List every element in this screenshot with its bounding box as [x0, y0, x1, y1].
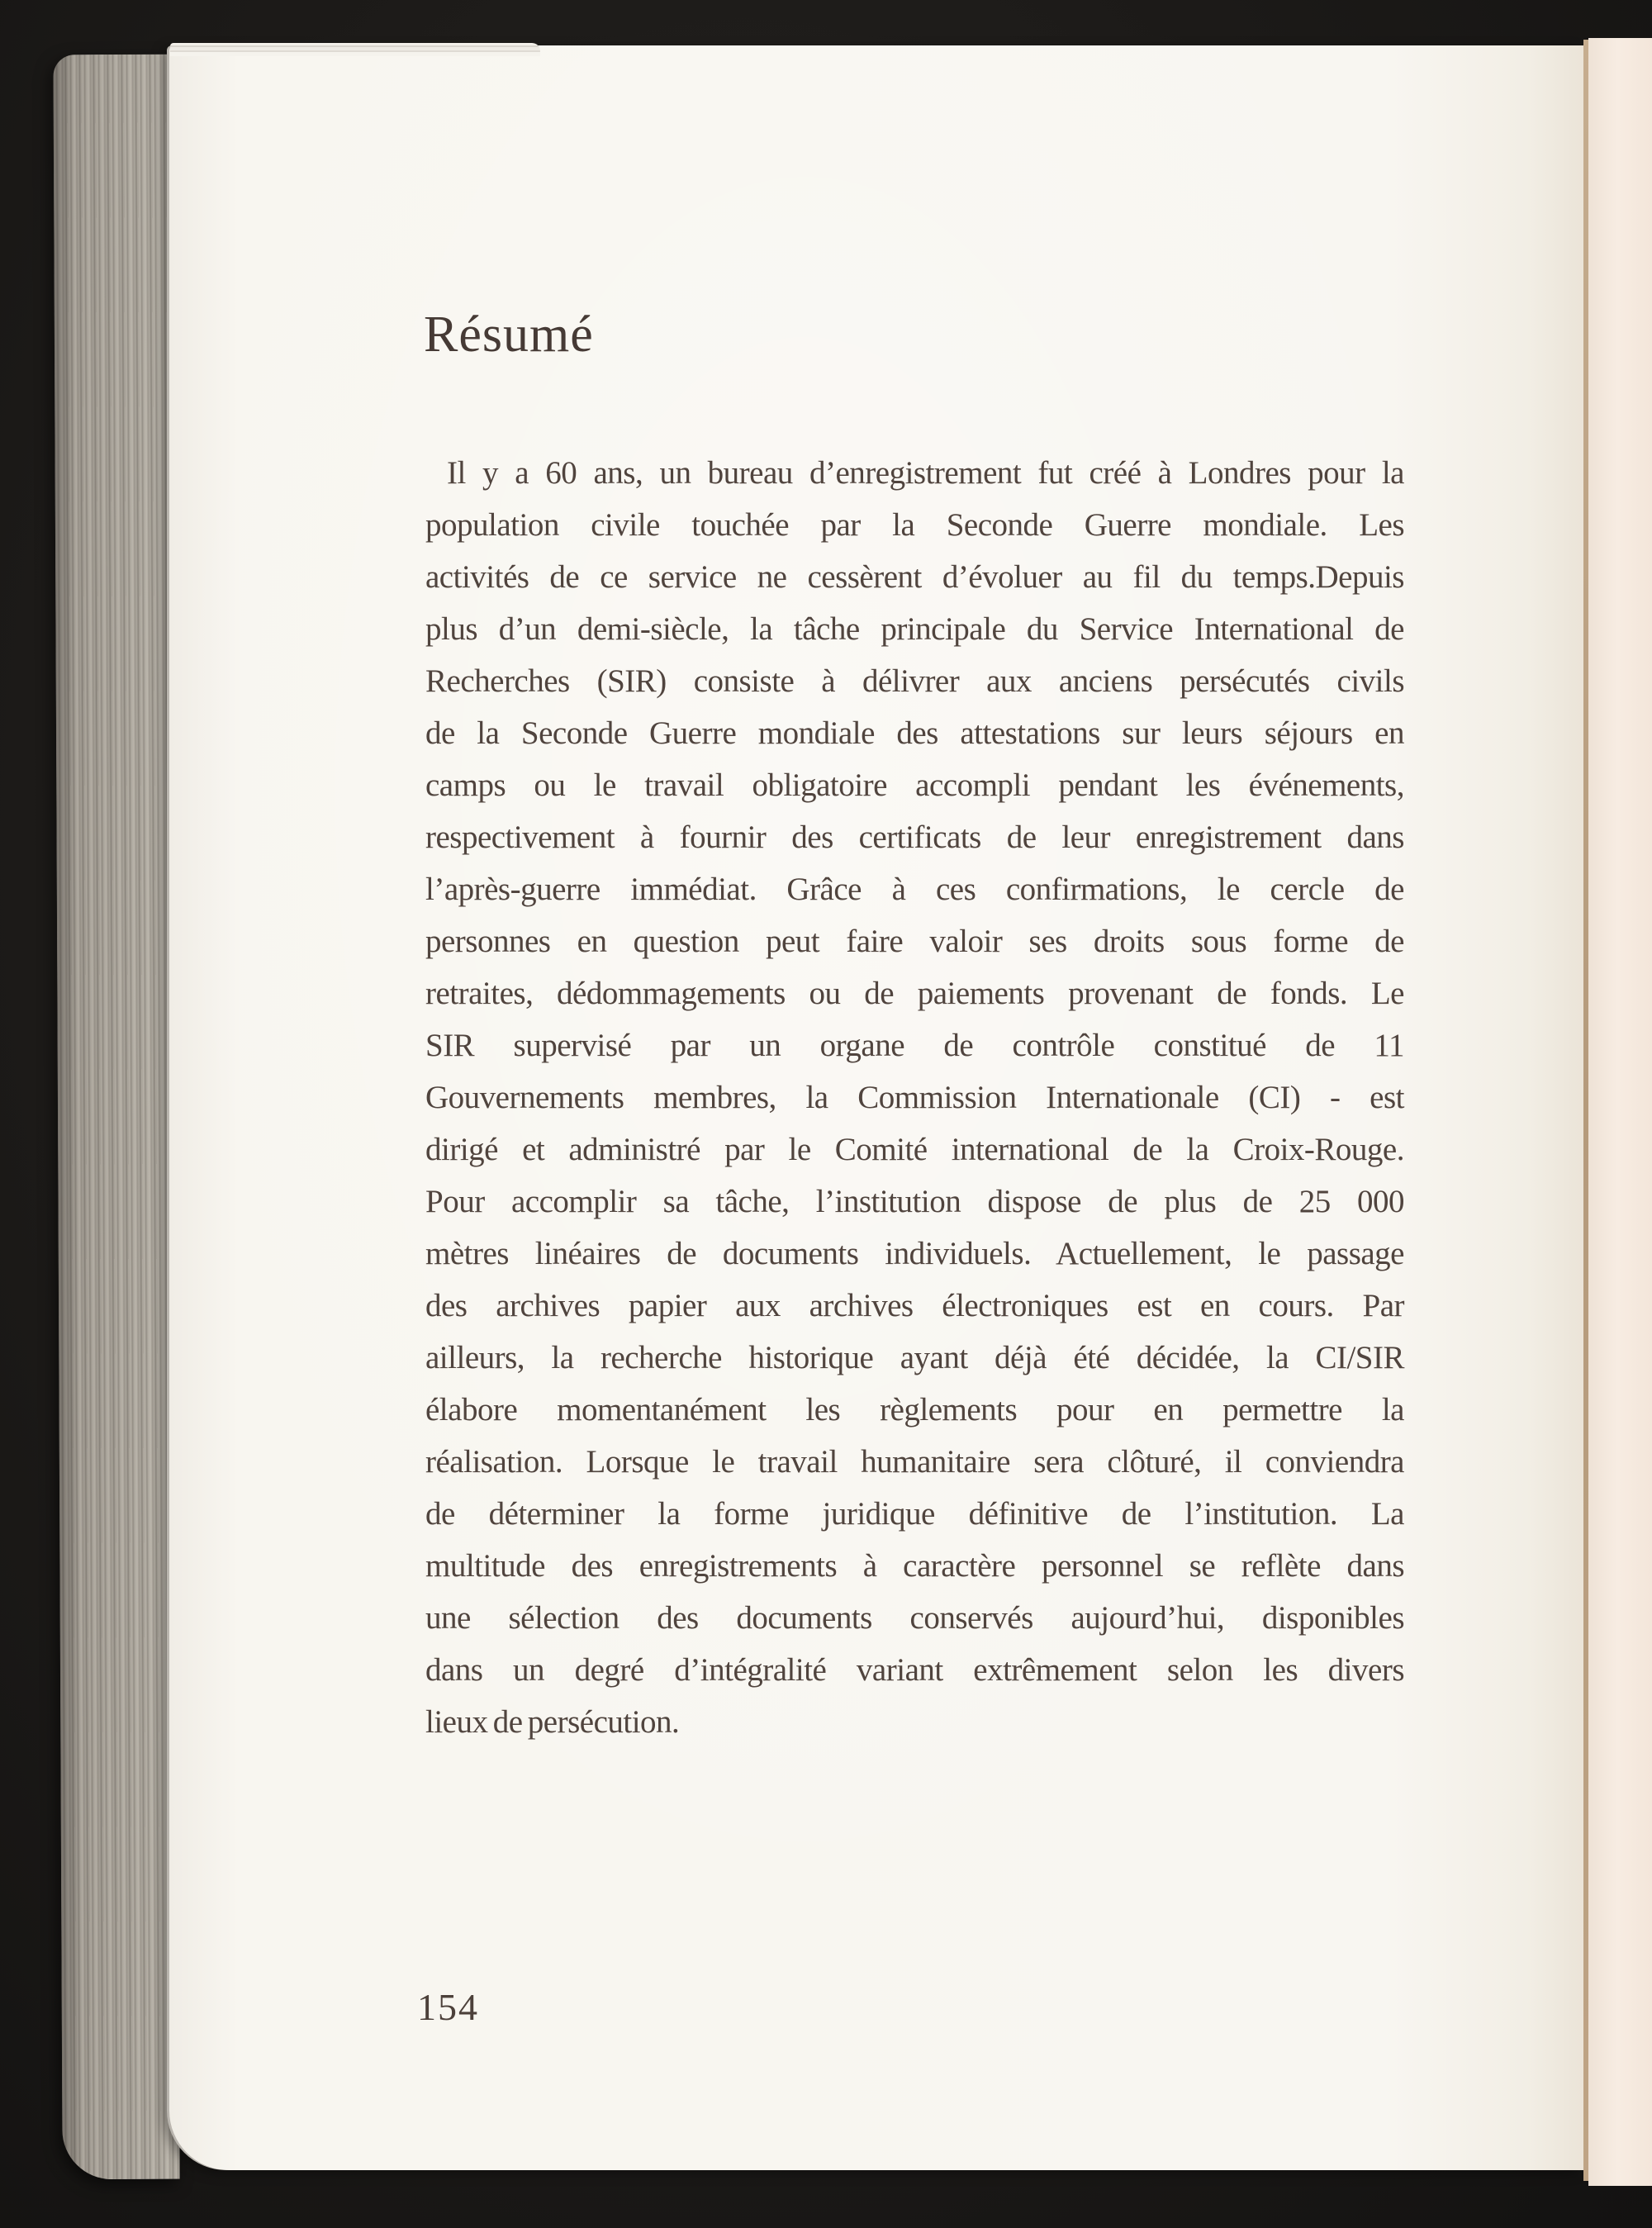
text-line: plus d’un demi-siècle, la tâche principale du Service International de [425, 611, 1404, 647]
under-page-edges [170, 43, 540, 56]
text-line: activités de ce service ne cessèrent d’évoluer au fil du temps.Depuis [425, 559, 1404, 595]
page-title: Résumé [424, 306, 594, 363]
text-line: Il y a 60 ans, un bureau d’enregistrement fut créé à Londres pour la [447, 455, 1404, 491]
text-line: l’après-guerre immédiat. Grâce à ces confirmations, le cercle de [425, 872, 1404, 907]
text-line: mètres linéaires de documents individuels. Actuellement, le passage [425, 1236, 1404, 1271]
text-line: SIR supervisé par un organe de contrôle constitué de 11 [425, 1028, 1404, 1063]
text-line: Pour accomplir sa tâche, l’institution dispose de plus de 25 000 [425, 1184, 1404, 1219]
text-line: Recherches (SIR) consiste à délivrer aux anciens persécutés civils [425, 663, 1404, 699]
text-line: multitude des enregistrements à caractère personnel se reflète dans [425, 1548, 1404, 1584]
text-line: personnes en question peut faire valoir ses droits sous forme de [425, 924, 1404, 959]
text-line: dans un degré d’intégralité variant extrêmement selon les divers [425, 1652, 1404, 1688]
page-stack-edge [53, 55, 179, 2180]
page-number: 154 [417, 1986, 479, 2028]
text-line: élabore momentanément les règlements pour en permettre la [425, 1392, 1404, 1428]
text-line: lieux de persécution. [425, 1704, 680, 1740]
text-line: dirigé et administré par le Comité international de la Croix-Rouge. [425, 1132, 1404, 1167]
text-line: population civile touchée par la Seconde Guerre mondiale. Les [425, 507, 1404, 543]
summary-paragraph [425, 447, 1404, 1748]
text-line: de déterminer la forme juridique définitive de l’institution. La [425, 1496, 1404, 1532]
text-line: camps ou le travail obligatoire accompli pendant les événements, [425, 767, 1404, 803]
text-line: Gouvernements membres, la Commission Internationale (CI) - est [425, 1080, 1404, 1115]
text-line: une sélection des documents conservés aujourd’hui, disponibles [425, 1600, 1404, 1636]
text-line: retraites, dédommagements ou de paiements provenant de fonds. Le [425, 976, 1404, 1011]
book-page [169, 45, 1583, 2170]
gutter-crease [1583, 40, 1588, 2181]
text-line: réalisation. Lorsque le travail humanitaire sera clôturé, il conviendra [425, 1444, 1404, 1480]
facing-page-edge [1588, 38, 1652, 2186]
text-line: respectivement à fournir des certificats de leur enregistrement dans [425, 819, 1404, 855]
text-line: des archives papier aux archives électroniques est en cours. Par [425, 1288, 1404, 1323]
text-line: de la Seconde Guerre mondiale des attestations sur leurs séjours en [425, 715, 1404, 751]
text-line: ailleurs, la recherche historique ayant déjà été décidée, la CI/SIR [425, 1340, 1404, 1375]
